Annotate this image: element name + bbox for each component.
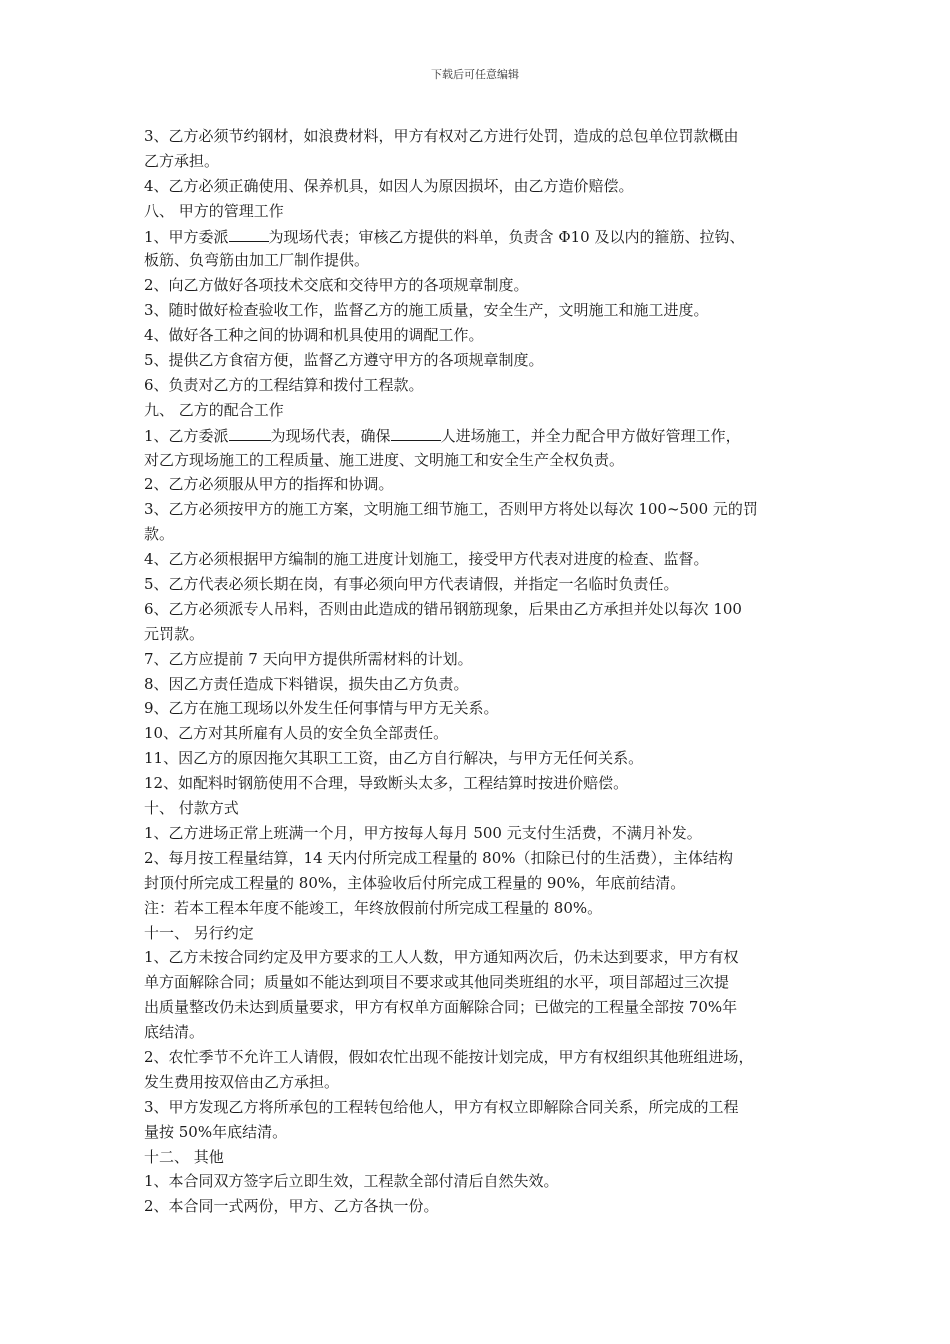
text-line: 9、乙方在施工现场以外发生任何事情与甲方无关系。 — [144, 699, 499, 718]
section-heading-11: 十一、 另行约定 — [144, 923, 254, 942]
section-heading-12: 十二、 其他 — [144, 1147, 224, 1166]
text-line: 2、农忙季节不允许工人请假，假如农忙出现不能按计划完成，甲方有权组织其他班组进场， — [144, 1047, 754, 1066]
text-line: 12、如配料时钢筋使用不合理，导致断头太多，工程结算时按进价赔偿。 — [144, 774, 629, 793]
text-line: 3、随时做好检查验收工作，监督乙方的施工质量，安全生产，文明施工和施工进度。 — [144, 301, 709, 320]
text-line: 4、乙方必须根据甲方编制的施工进度计划施工，接受甲方代表对进度的检查、监督。 — [144, 550, 709, 569]
text-line: 出质量整改仍未达到质量要求，甲方有权单方面解除合同；已做完的工程量全部按 70%年 — [144, 998, 738, 1017]
section-heading-9: 九、 乙方的配合工作 — [144, 400, 284, 419]
text-line: 2、向乙方做好各项技术交底和交待甲方的各项规章制度。 — [144, 276, 529, 295]
text-line: 板筋、负弯筋由加工厂制作提供。 — [144, 251, 370, 270]
text-line: 5、乙方代表必须长期在岗，有事必须向甲方代表请假，并指定一名临时负责任。 — [144, 575, 679, 594]
fill-in-blank — [229, 423, 271, 441]
text-line: 乙方承担。 — [144, 151, 220, 170]
text-line: 8、因乙方责任造成下料错误，损失由乙方负责。 — [144, 674, 469, 693]
text-line: 注：若本工程本年度不能竣工，年终放假前付所完成工程量的 80%。 — [144, 898, 603, 917]
page-header: 下载后可任意编辑 — [431, 68, 519, 81]
text-line: 5、提供乙方食宿方便，监督乙方遵守甲方的各项规章制度。 — [144, 351, 544, 370]
text-line: 3、乙方必须节约钢材，如浪费材料，甲方有权对乙方进行处罚，造成的总包单位罚款概由 — [144, 127, 739, 145]
text-line: 1、乙方未按合同约定及甲方要求的工人人数，甲方通知两次后，仍未达到要求，甲方有权 — [144, 948, 739, 967]
text-line: 对乙方现场施工的工程质量、施工进度、文明施工和安全生产全权负责。 — [144, 450, 625, 469]
text-line: 款。 — [144, 525, 175, 544]
text-line: 4、做好各工种之间的协调和机具使用的调配工作。 — [144, 326, 484, 345]
text-line: 量按 50%年底结清。 — [144, 1122, 288, 1141]
text-line: 7、乙方应提前 7 天向甲方提供所需材料的计划。 — [144, 649, 473, 668]
text-line: 10、乙方对其所雇有人员的安全负全部责任。 — [144, 724, 449, 743]
text-line: 1、本合同双方签字后立即生效，工程款全部付清后自然失效。 — [144, 1172, 559, 1191]
text-line: 2、乙方必须服从甲方的指挥和协调。 — [144, 475, 394, 494]
text-line: 单方面解除合同；质量如不能达到项目不要求或其他同类班组的水平，项目部超过三次提 — [144, 973, 730, 992]
text-line: 2、本合同一式两份，甲方、乙方各执一份。 — [144, 1197, 439, 1216]
text-line: 6、负责对乙方的工程结算和拨付工程款。 — [144, 375, 424, 394]
text-line — [144, 423, 808, 448]
text-line: 发生费用按双倍由乙方承担。 — [144, 1072, 340, 1091]
text-line: 2、每月按工程量结算，14 天内付所完成工程量的 80%（扣除已付的生活费），主体结构 — [144, 848, 734, 867]
text-fragment: 1、乙方委派 — [144, 426, 229, 445]
text-line: 1、乙方进场正常上班满一个月，甲方按每人每月 500 元支付生活费，不满月补发。 — [144, 823, 702, 842]
text-fragment: 为现场代表，确保 — [270, 426, 391, 445]
fill-in-blank — [229, 224, 269, 242]
text-line: 封顶付所完成工程量的 80%，主体验收后付所完成工程量的 90%，年底前结清。 — [144, 873, 686, 892]
section-heading-10: 十、 付款方式 — [144, 799, 239, 818]
text-line: 11、因乙方的原因拖欠其职工工资，由乙方自行解决，与甲方无任何关系。 — [144, 749, 644, 768]
text-line — [144, 224, 808, 249]
section-heading-8: 八、 甲方的管理工作 — [144, 201, 284, 220]
text-line: 4、乙方必须正确使用、保养机具，如因人为原因损坏，由乙方造价赔偿。 — [144, 176, 634, 195]
text-fragment: 1、甲方委派 — [144, 227, 229, 246]
text-line: 元罚款。 — [144, 624, 205, 643]
text-line: 6、乙方必须派专人吊料，否则由此造成的错吊钢筋现象，后果由乙方承担并处以每次 100 — [144, 599, 742, 618]
text-line: 3、甲方发现乙方将所承包的工程转包给他人，甲方有权立即解除合同关系，所完成的工程 — [144, 1097, 739, 1116]
text-line: 3、乙方必须按甲方的施工方案，文明施工细节施工，否则甲方将处以每次 100~500 元的罚 — [144, 500, 758, 519]
fill-in-blank — [391, 423, 441, 441]
text-line: 底结清。 — [144, 1023, 205, 1042]
text-fragment: 人进场施工，并全力配合甲方做好管理工作， — [440, 426, 741, 445]
text-fragment: 为现场代表；审核乙方提供的料单，负责含 Φ10 及以内的箍筋、拉钩、 — [268, 227, 745, 246]
document-body — [144, 124, 808, 1219]
